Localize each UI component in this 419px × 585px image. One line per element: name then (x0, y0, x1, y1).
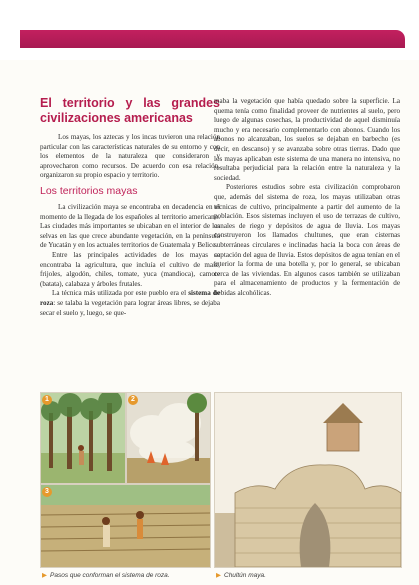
illustration-cleared-field (40, 484, 211, 568)
text-span: La técnica más utilizada por este pueblo era el (52, 289, 189, 298)
text-span: : se talaba la vegetación para lograr áreas libres, se dejaba secar el suelo y, luego, se que- (40, 298, 220, 317)
body-paragraph: La civilización maya se encontraba en decadencia en el momento de la llegada de los españoles al territorio americano. Las ciudades más importantes se ubicaban en el interior de las selvas en las que crece abundante vegetación, en la península de Yucatán y en los actuales territorios de Guatemala y Belice. (40, 202, 220, 250)
subsection-title: Los territorios mayas (40, 184, 138, 197)
body-paragraph: Posteriores estudios sobre esta civilización comprobaron que, además del sistema de roza, los mayas utilizaban otras técnicas de cultivo, principalmente a partir del aumento de la población. Esos sistemas incluyen el uso de terrazas de cultivo, canales de riego y depósitos de agua de lluvia. Los mayas construyeron los llamados chultunes, que eran cisternas subterráneas circulares e inclinadas hacia la boca con áreas de captación del agua de lluvia. Estos depósitos de agua tenían en el interior la forma de una botella y, por lo general, se ubicaban cerca de las viviendas. En algunos casos también se utilizaban para el almacenamiento de productos y la fermentación de bebidas alcohólicas. (214, 183, 400, 297)
caption-arrow-icon: ▶ (216, 572, 221, 579)
figure-caption-left (42, 571, 170, 579)
body-paragraph: Entre las principales actividades de los mayas se encontraba la agricultura, que incluía el cultivo de maíz, frijoles, algodón, chiles, tomate, yuca (mandioca), camote (batata), calabaza y árboles frutales. (40, 250, 220, 288)
illustration-chultun (214, 392, 402, 568)
chultun-drawing (215, 393, 401, 567)
illustration-burning (126, 392, 211, 484)
caption-text: Chultún maya. (224, 572, 266, 579)
caption-text: Pasos que conforman el sistema de roza. (50, 572, 170, 579)
body-paragraph (40, 289, 220, 318)
field-drawing (41, 485, 210, 567)
figure-number-badge: 2 (128, 395, 138, 405)
burning-drawing (127, 393, 210, 483)
left-column (40, 96, 220, 318)
illustration-forest (40, 392, 126, 484)
key-term: sistema de roza (40, 289, 220, 307)
right-column (214, 97, 400, 298)
intro-paragraph: Los mayas, los aztecas y los incas tuvieron una relación particular con las características naturales de su entorno y con los elementos de la naturaleza que consideraron y aprovecharon como recursos. De acuerdo con esa relación, organizaron su propio espacio y territorio. (40, 133, 220, 180)
figure-number-badge: 3 (42, 487, 52, 497)
forest-drawing (41, 393, 125, 483)
chapter-header-bar (20, 30, 405, 48)
figure-caption-right (216, 571, 266, 579)
caption-arrow-icon: ▶ (42, 572, 47, 579)
section-title: El territorio y las grandes civilizaciones americanas (40, 96, 220, 125)
body-paragraph: maba la vegetación que había quedado sobre la superficie. La quema tenía como finalidad proveer de nutrientes al suelo, pero luego de algunas cosechas, la productividad de aquel disminuía mucho y era necesario complementarlo con abonos. Cuando los abonos no alcanzaban, los suelos se dejaban en barbecho (es decir, en descanso) y se avanzaba sobre otras tierras. Dado que los mayas aplicaban este sistema de una manera no intensiva, no resultaba perjudicial para la relación entre la naturaleza y la sociedad. (214, 97, 400, 182)
figure-number-badge: 1 (42, 395, 52, 405)
